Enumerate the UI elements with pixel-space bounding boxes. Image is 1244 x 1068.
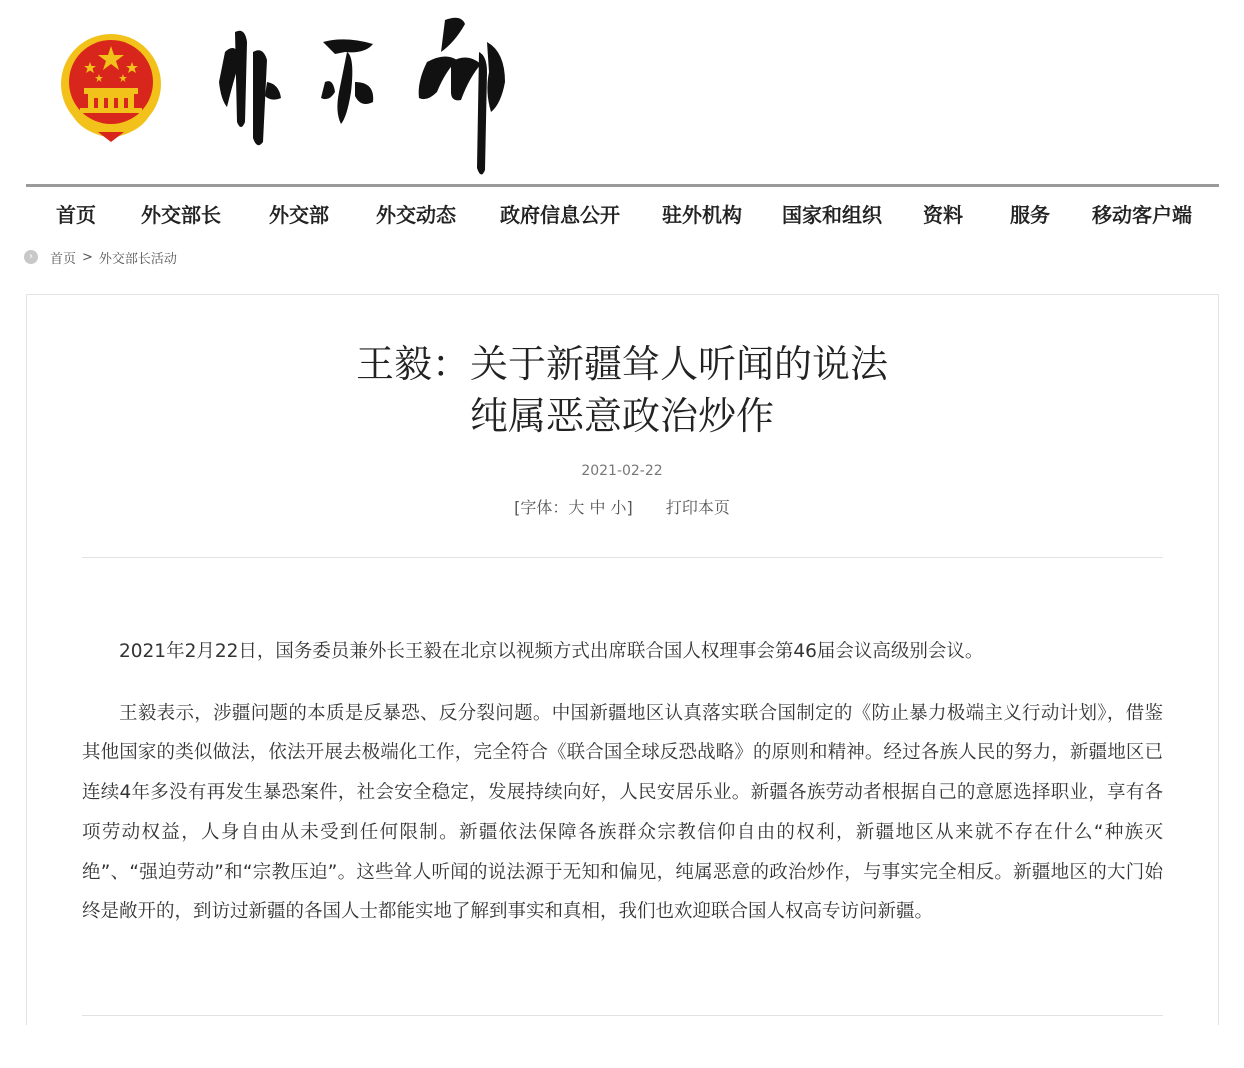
breadcrumb [24,247,177,267]
ministry-calligraphy-logo[interactable] [205,12,525,177]
location-icon: › [24,250,38,264]
font-size-selector[interactable]: [字体：大 中 小] [514,498,633,517]
article-body [82,632,1163,932]
article-date: 2021-02-22 [581,463,663,479]
nav-foreign-minister[interactable]: 外交部长 [141,203,221,227]
nav-diplomatic-news[interactable]: 外交动态 [376,203,456,227]
nav-services[interactable]: 服务 [1010,203,1050,227]
article-tools [0,495,1244,518]
breadcrumb-separator: > [82,249,93,265]
breadcrumb-home[interactable]: 首页 [50,251,77,267]
nav-home[interactable]: 首页 [56,203,96,227]
nav-resources[interactable]: 资料 [923,203,963,227]
national-emblem-icon[interactable] [58,32,164,144]
main-nav [26,184,1219,239]
nav-government-info[interactable]: 政府信息公开 [500,203,620,227]
nav-ministry[interactable]: 外交部 [269,203,329,227]
divider [82,557,1163,558]
site-header [0,0,1244,185]
breadcrumb-current[interactable]: 外交部长活动 [98,251,177,267]
article-title [0,338,1244,442]
article-paragraph: 2021年2月22日，国务委员兼外长王毅在北京以视频方式出席联合国人权理事会第46届会议高级别会议。 [119,641,984,662]
nav-missions-abroad[interactable]: 驻外机构 [662,203,742,227]
article-paragraph: 王毅表示，涉疆问题的本质是反暴恐、反分裂问题。中国新疆地区认真落实联合国制定的《防止暴力极端主义行动计划》，借鉴其他国家的类似做法，依法开展去极端化工作，完全符合《联合国全球反恐战略》的原则和精神。经过各族人民的努力，新疆地区已连续4年多没有再发生暴恐案件，社会安全稳定，发展持续向好，人民安居乐业。新疆各族劳动者根据自己的意愿选择职业，享有各项劳动权益，人身自由从未受到任何限制。新疆依法保障各族群众宗教信仰自由的权利，新疆地区从来就不存在什么“种族灭绝”、“强迫劳动”和“宗教压迫”。这些耸人听闻的说法源于无知和偏见，纯属恶意的政治炒作，与事实完全相反。新疆地区的大门始终是敞开的，到访过新疆的各国人士都能实地了解到事实和真相，我们也欢迎联合国人权高专访问新疆。 [82,702,1163,923]
article-title-line1: 王毅：关于新疆耸人听闻的说法 [355,342,888,386]
nav-mobile-client[interactable]: 移动客户端 [1092,203,1192,227]
print-page-link[interactable]: 打印本页 [665,498,730,517]
nav-countries-organizations[interactable]: 国家和组织 [782,203,882,227]
article-title-line2: 纯属恶意政治炒作 [469,394,774,438]
divider [82,1015,1163,1016]
